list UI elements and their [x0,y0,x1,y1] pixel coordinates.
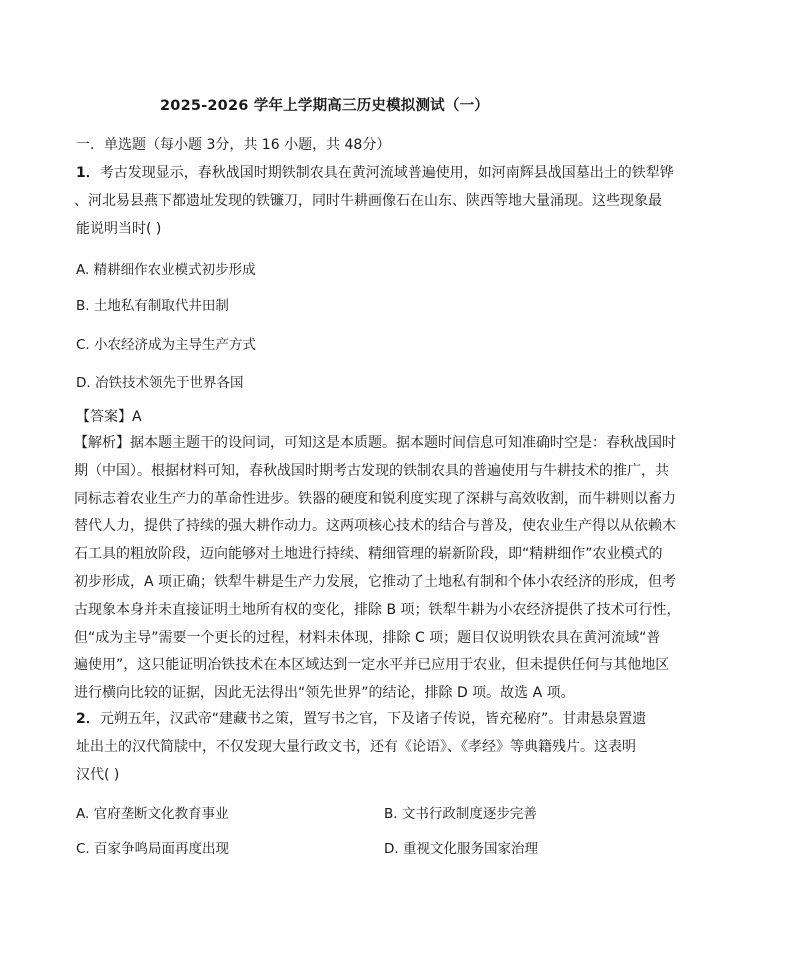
question-1-analysis [74,430,720,708]
analysis-line: 古现象本身并未直接证明土地所有权的变化，排除 B 项；铁犁牛耕为小农经济提供了技术可行性， [74,601,681,618]
analysis-line: 同标志着农业生产力的革命性进步。铁器的硬度和锐利度实现了深耕与高效收割，而牛耕则以畜力 [74,490,676,507]
analysis-line: 替代人力，提供了持续的强大耕作动力。这两项核心技术的结合与普及，使农业生产得以从依赖木 [74,518,676,535]
question-1-answer: 【答案】A [76,409,142,425]
question-2-option-c[interactable]: C. 百家争鸣局面再度出现 [76,841,230,857]
analysis-line: 进行横向比较的证据，因此无法得出“领先世界”的结论，排除 D 项。故选 A 项。 [74,685,575,702]
analysis-line: 期（中国）。根据材料可知，春秋战国时期考古发现的铁制农具的普遍使用与牛耕技术的推广，共 [74,462,669,479]
question-1-option-b[interactable]: B. 土地私有制取代井田制 [76,298,229,314]
question-1-option-a[interactable]: A. 精耕细作农业模式初步形成 [76,262,256,278]
question-2-line-2: 址出土的汉代简牍中，不仅发现大量行政文书，还有《论语》、《孝经》等典籍残片。这表明 [76,739,636,755]
page-title: 2025-2026 学年上学期高三历史模拟测试（一） [160,98,489,114]
question-1-option-d[interactable]: D. 冶铁技术领先于世界各国 [76,375,244,391]
analysis-line: 【解析】据本题主题干的设问词，可知这是本质题。据本题时间信息可知准确时空是：春秋战国时 [74,435,676,451]
question-2-option-a[interactable]: A. 官府垄断文化教育事业 [76,806,229,822]
analysis-line: 初步形成，A 项正确；铁犁牛耕是生产力发展，它推动了土地私有制和个体小农经济的形成，但考 [74,573,677,590]
question-2-option-b[interactable]: B. 文书行政制度逐步完善 [384,806,537,822]
question-1-option-c[interactable]: C. 小农经济成为主导生产方式 [76,337,257,353]
question-2-number: 2． [76,711,100,727]
analysis-line: 石工具的粗放阶段，迈向能够对土地进行持续、精细管理的崭新阶段，即“精耕细作”农业模式的 [74,546,663,563]
question-1-line-3: 能说明当时( ) [76,221,162,237]
question-2-line-1: 2．元朔五年，汉武帝“建藏书之策，置写书之官，下及诸子传说，皆充秘府”。甘肃悬泉置遗 [76,711,647,727]
question-2-option-d[interactable]: D. 重视文化服务国家治理 [384,841,538,857]
question-1-number: 1． [76,165,100,181]
question-2-stem [76,705,716,789]
question-1-line-1: 1．考古发现显示，春秋战国时期铁制农具在黄河流域普遍使用，如河南辉县战国墓出土的铁犁铧 [76,165,674,181]
question-2-line-3: 汉代( ) [76,767,120,783]
analysis-line: 遍使用”，这只能证明冶铁技术在本区域达到一定水平并已应用于农业，但未提供任何与其他地区 [74,657,670,674]
question-1-line-2: 、河北易县燕下都遗址发现的铁镰刀，同时牛耕画像石在山东、陕西等地大量涌现。这些现象最 [74,193,662,209]
analysis-line: 但“成为主导”需要一个更长的过程，材料未体现，排除 C 项；题目仅说明铁农具在黄河流域“普 [74,629,661,646]
question-1-stem [76,159,716,243]
section-heading: 一．单选题（每小题 3分，共 16 小题，共 48分） [76,137,391,153]
